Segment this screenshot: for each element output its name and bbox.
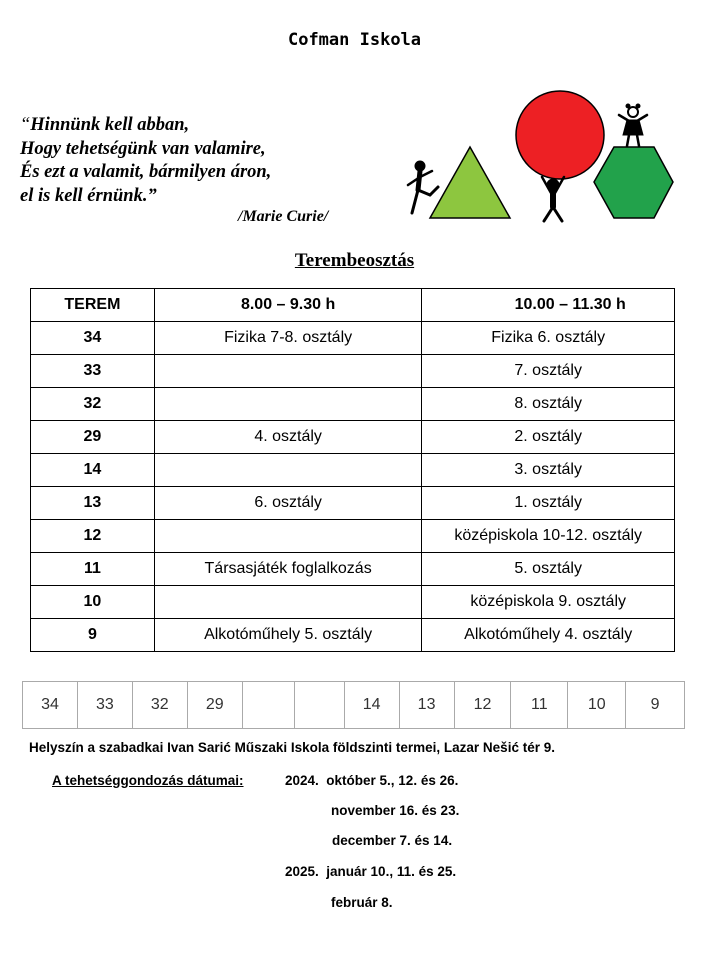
slot-2-cell: Fizika 6. osztály [422, 322, 675, 355]
date-line: december 7. és 14. [332, 833, 453, 848]
circle-shape [516, 91, 604, 179]
slot-2-cell: Alkotóműhely 4. osztály [422, 619, 675, 652]
girl-figure-icon [619, 104, 647, 146]
slot-2-cell: 7. osztály [422, 355, 675, 388]
quote-line-3: És ezt a valamit, bármilyen áron, [20, 162, 272, 182]
dates-label: A tehetséggondozás dátumai: [52, 773, 244, 788]
header-room: TEREM [31, 289, 155, 322]
slot-1-cell [154, 388, 422, 421]
room-number-cell: 33 [31, 355, 155, 388]
schedule-table [30, 288, 675, 652]
room-strip-cell [295, 682, 345, 728]
slot-1-cell [154, 355, 422, 388]
slot-1-cell: Társasjáték foglalkozás [154, 553, 422, 586]
room-strip-cell: 9 [650, 696, 660, 713]
room-number-cell: 12 [31, 520, 155, 553]
slot-2-cell: középiskola 10-12. osztály [422, 520, 675, 553]
room-strip-cell: 29 [188, 682, 243, 728]
table-row [31, 553, 675, 586]
location-text: Helyszín a szabadkai Ivan Sarić Műszaki Iskola földszinti termei, Lazar Nešić tér 9. [29, 740, 555, 755]
slot-2-cell: középiskola 9. osztály [422, 586, 675, 619]
room-strip-cell: 11 [511, 682, 568, 728]
quote [20, 114, 271, 208]
table-row [31, 322, 675, 355]
shapes-illustration [400, 85, 680, 225]
header-slot-1: 8.00 – 9.30 h [154, 289, 422, 322]
room-strip-cell: 13 [400, 682, 455, 728]
triangle-shape [430, 147, 510, 218]
slot-2-cell: 1. osztály [422, 487, 675, 520]
room-number-cell: 13 [31, 487, 155, 520]
room-number-cell: 9 [31, 619, 155, 652]
lifting-figure-icon [542, 177, 564, 221]
slot-1-cell: Alkotóműhely 5. osztály [154, 619, 422, 652]
schedule-title: Terembeosztás [294, 250, 415, 271]
room-number-cell: 32 [31, 388, 155, 421]
room-strip-cell: 12 [455, 682, 512, 728]
room-number-cell: 10 [31, 586, 155, 619]
room-strip-cell [243, 682, 295, 728]
date-line: 2024. október 5., 12. és 26. [285, 773, 459, 788]
room-number-cell: 11 [31, 553, 155, 586]
slot-2-cell: 5. osztály [422, 553, 675, 586]
slot-1-cell: Fizika 7-8. osztály [154, 322, 422, 355]
room-strip-cell: 33 [78, 682, 133, 728]
quote-line-4: el is kell érnünk.” [20, 185, 157, 206]
table-row [31, 520, 675, 553]
room-strip-cell: 14 [345, 682, 400, 728]
slot-1-cell: 4. osztály [154, 421, 422, 454]
quote-author: /Marie Curie/ [238, 208, 329, 225]
date-line: november 16. és 23. [331, 803, 460, 818]
room-strip-cell: 10 [568, 682, 626, 728]
slot-1-cell [154, 520, 422, 553]
table-row [31, 355, 675, 388]
table-row [31, 421, 675, 454]
date-line: 2025. január 10., 11. és 25. [285, 864, 457, 879]
slot-1-cell [154, 454, 422, 487]
kicking-figure-icon [408, 161, 438, 213]
slot-1-cell: 6. osztály [154, 487, 422, 520]
table-row [31, 454, 675, 487]
table-header-row [31, 289, 675, 322]
room-number-cell: 29 [31, 421, 155, 454]
quote-line-1: “Hinnünk kell abban, [20, 115, 190, 135]
slot-2-cell: 8. osztály [422, 388, 675, 421]
room-strip-cell: 32 [133, 682, 188, 728]
slot-2-cell: 3. osztály [422, 454, 675, 487]
date-line: február 8. [331, 895, 393, 910]
table-row [31, 388, 675, 421]
table-row [31, 619, 675, 652]
room-number-strip [22, 681, 685, 729]
slot-2-cell: 2. osztály [422, 421, 675, 454]
table-row [31, 586, 675, 619]
school-title: Cofman Iskola [287, 30, 422, 50]
room-strip-cell: 34 [23, 682, 78, 728]
hexagon-shape [594, 147, 673, 218]
quote-line-2: Hogy tehetségünk van valamire, [20, 138, 266, 159]
table-row [31, 487, 675, 520]
room-number-cell: 34 [31, 322, 155, 355]
header-slot-2: 10.00 – 11.30 h [422, 289, 675, 322]
slot-1-cell [154, 586, 422, 619]
room-number-cell: 14 [31, 454, 155, 487]
